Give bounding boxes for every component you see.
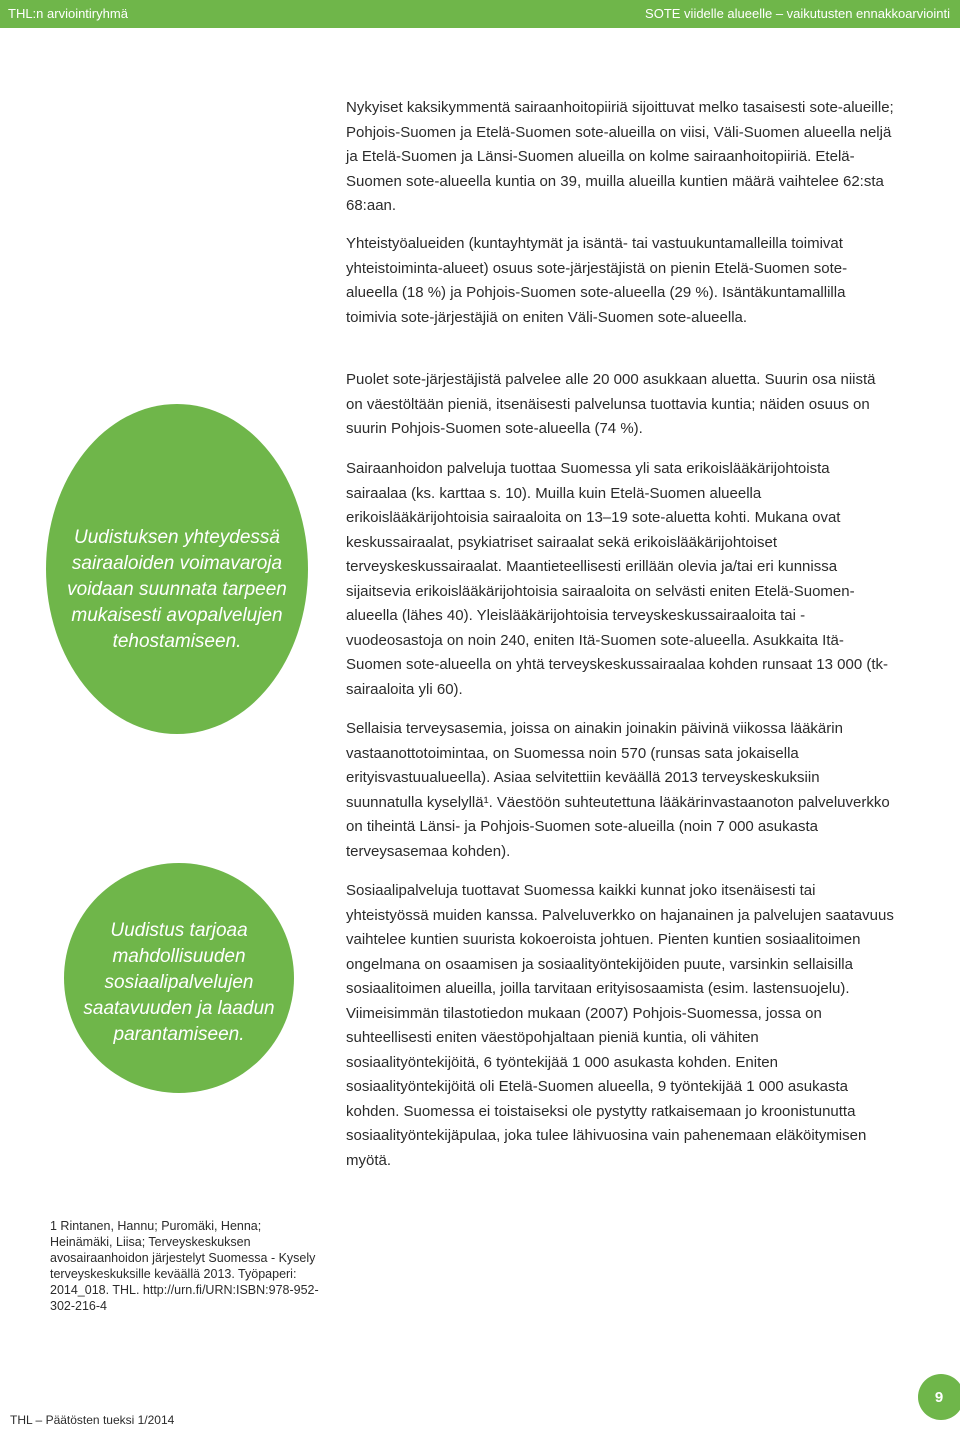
body-paragraph: Sosiaalipalveluja tuottavat Suomessa kaikki kunnat joko itsenäisesti tai yhteistyössä muiden kanssa. Palveluverkko on hajanainen ja palvelujen saatavuus vaihtelee kuntien suurista kokoeroista johtuen. Pienten kuntien sosiaalitoimen ongelmana on osaamisen ja sosiaalityöntekijöiden puute, varsinkin sellaisilla sosiaalitoimen alueilla, joilla tarvitaan erityisosaamista (esim. lastensuojelu). Viimeisimmän tilastotiedon mukaan (2007) Pohjois-Suomessa, jossa on suhteellisesti eniten väestöpohjaltaan pieniä kuntia, oli vähiten sosiaalityöntekijöitä, 6 työntekijää 1 000 asukasta kohden. Eniten sosiaalityöntekijöitä oli Etelä-Suomen alueella, 9 työntekijää 1 000 asukasta kohden. Suomessa ei toistaiseksi ole pystytty ratkaisemaan jo kroonistunutta sosiaalityöntekijäpulaa, joka tulee lähivuosina vain pahenemaan eläköitymisen myötä. [346,882,894,1169]
footnote: 1 Rintanen, Hannu; Puromäki, Henna; Heinämäki, Liisa; Terveyskeskuksen avosairaanhoidon järjestelyt Suomessa - Kysely terveyskeskuksille keväällä 2013. Työpaperi: 2014_018. THL. http://urn.fi/URN:ISBN:978-952-302-216-4 [50,1219,319,1313]
header-left-text: THL:n arviointiryhmä [8,6,128,21]
body-paragraph: Puolet sote-järjestäjistä palvelee alle 20 000 asukkaan aluetta. Suurin osa niistä on väestöltään pieniä, itsenäisesti palvelunsa tuottavia kuntia; näiden osuus on suurin Pohjois-Suomen sote-alueella (74 %). [346,371,876,437]
callout-circle [64,863,294,1093]
page-number-badge [918,1374,960,1420]
body-paragraph: Yhteistyöalueiden (kuntayhtymät ja isäntä- tai vastuukuntamalleilla toimivat yhteistoiminta-alueet) osuus sote-järjestäjistä on pienin Etelä-Suomen sote-alueella (18 %) ja Pohjois-Suomen sote-alueella (29 %). Isäntäkuntamallilla toimivia sote-järjestäjiä on eniten Väli-Suomen sote-alueella. [346,235,848,326]
body-paragraph: Sellaisia terveysasemia, joissa on ainakin joinakin päivinä viikossa lääkärin vastaanottotoimintaa, on Suomessa noin 570 (runsas sata jokaisella erityisvastuualueella). Asiaa selvitettiin keväällä 2013 terveyskeskuksiin suunnatulla kyselyllä¹. Väestöön suhteutettuna lääkärinvastaanoton palveluverkko on tiheintä Länsi- ja Pohjois-Suomen sote-alueilla (noin 7 000 asukasta terveysasemaa kohden). [346,720,890,860]
callout-text: Uudistus tarjoaa mahdollisuuden sosiaalipalvelujen saatavuuden ja laadun parantamiseen. [83,920,275,1045]
callout-circle [46,404,308,734]
page-header [0,0,960,28]
footer-publication: THL – Päätösten tueksi 1/2014 [10,1413,175,1427]
header-right-text: SOTE viidelle alueelle – vaikutusten ennakkoarviointi [645,6,950,21]
body-paragraph: Sairaanhoidon palveluja tuottaa Suomessa yli sata erikoislääkärijohtoista sairaalaa (ks. karttaa s. 10). Muilla kuin Etelä-Suomen alueella erikoislääkärijohtoisia sairaaloita on 13–19 sote-aluetta kohti. Mukana ovat keskussairaalat, psykiatriset sairaalat sekä erikoislääkärijohtoiset terveyskeskussairaalat. Maantieteellisesti erillään olevia ja/tai eri kunnissa sijaitsevia erikoislääkärijohtoisia sairaaloita on selvästi eniten Etelä-Suomen-alueella (lähes 40). Yleislääkärijohtoisia terveyskeskussairaaloita tai -vuodeosastoja on noin 240, eniten Itä-Suomen sote-alueella. Asukkaita Itä-Suomen sote-alueella on yhtä terveyskeskussairaalaa kohden runsaat 13 000 (tk-sairaaloita yli 60). [346,460,888,698]
page-number: 9 [934,1388,944,1406]
callout-text: Uudistuksen yhteydessä sairaaloiden voimavaroja voidaan suunnata tarpeen mukaisesti avopalvelujen tehostamiseen. [67,527,287,652]
body-paragraph: Nykyiset kaksikymmentä sairaanhoitopiiriä sijoittuvat melko tasaisesti sote-alueille; Pohjois-Suomen ja Etelä-Suomen sote-alueilla on viisi, Väli-Suomen alueella neljä ja Etelä-Suomen ja Länsi-Suomen alueilla on kolme sairaanhoitopiiriä. Etelä-Suomen sote-alueella kuntia on 39, muilla alueilla kuntien määrä vaihtelee 62:sta 68:aan. [346,99,894,214]
